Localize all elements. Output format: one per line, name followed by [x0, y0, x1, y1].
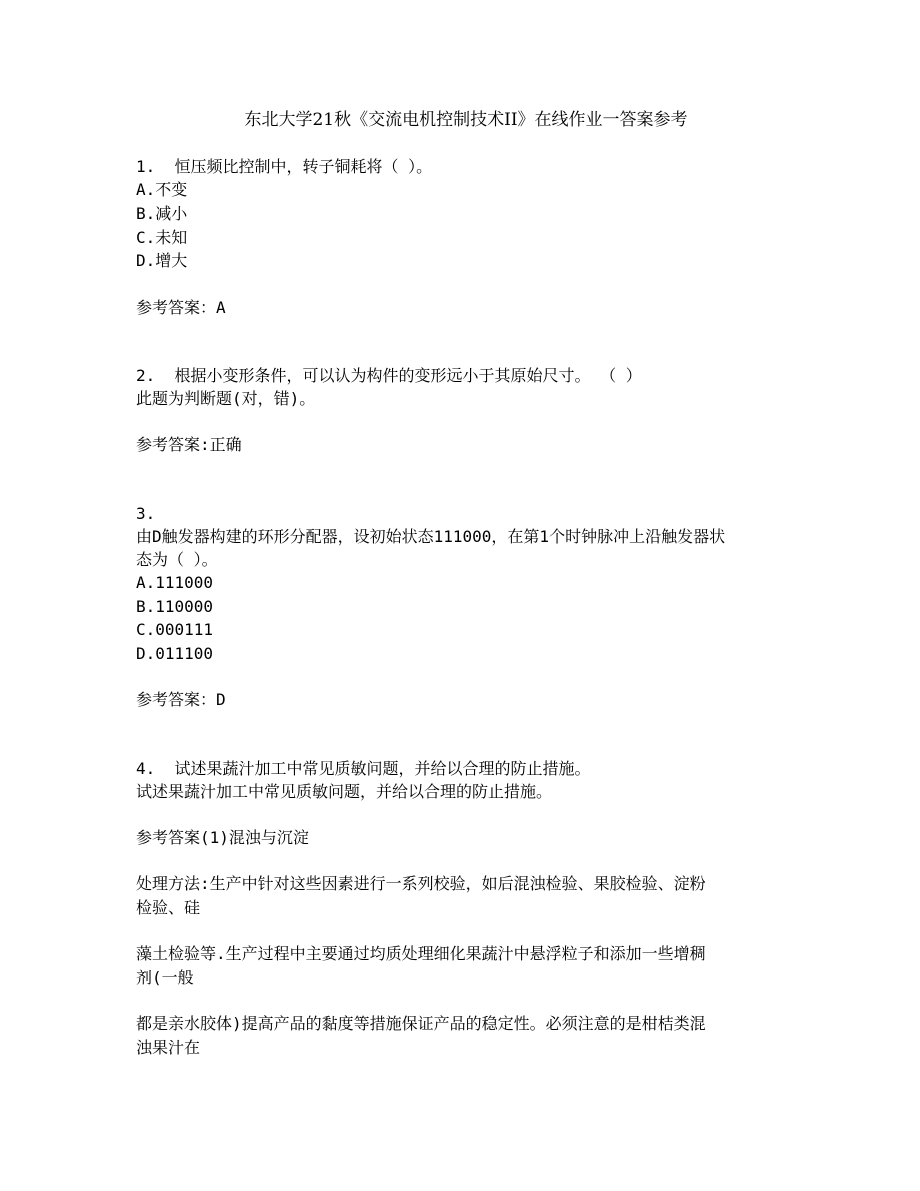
document-title: 东北大学21秋《交流电机控制技术II》在线作业一答案参考: [244, 110, 688, 130]
question-4: [136, 757, 796, 781]
option-b: B.减小: [136, 204, 188, 223]
answer-paragraph-1-line1: 处理方法:生产中针对这些因素进行一系列校验，如后混浊检验、果胶检验、淀粉: [136, 874, 706, 893]
question-number: 2.: [136, 366, 156, 385]
answer-paragraph-2-line1: 藻土检验等.生产过程中主要通过均质处理细化果蔬汁中悬浮粒子和添加一些增稠: [136, 944, 706, 963]
question-3-number: 3.: [136, 504, 156, 523]
option-c: C.未知: [136, 228, 188, 247]
option-d: D.011100: [136, 644, 214, 663]
question-text: 根据小变形条件，可以认为构件的变形远小于其原始尺寸。 （ ）: [174, 366, 642, 385]
question-2: [136, 364, 796, 388]
answer-3: 参考答案：D: [136, 690, 226, 709]
answer-4: 参考答案(1)混浊与沉淀: [136, 828, 309, 847]
question-3-text-line2: 态为（ ）。: [136, 550, 218, 569]
answer-paragraph-3-line2: 浊果汁在: [136, 1038, 201, 1057]
question-number: 4.: [136, 759, 156, 778]
option-c: C.000111: [136, 620, 214, 639]
answer-2: 参考答案:正确: [136, 435, 242, 454]
answer-paragraph-3-line1: 都是亲水胶体)提高产品的黏度等措施保证产品的稳定性。必须注意的是柑桔类混: [136, 1014, 706, 1033]
question-1: [136, 155, 796, 179]
question-4-text-repeat: 试述果蔬汁加工中常见质敏问题，并给以合理的防止措施。: [136, 782, 553, 801]
option-a: A.111000: [136, 573, 214, 592]
question-text: 试述果蔬汁加工中常见质敏问题，并给以合理的防止措施。: [174, 759, 591, 778]
question-number: 1.: [136, 157, 156, 176]
answer-paragraph-2-line2: 剂(一般: [136, 968, 194, 987]
answer-paragraph-1-line2: 检验、硅: [136, 898, 201, 917]
option-a: A.不变: [136, 180, 188, 199]
option-b: B.110000: [136, 597, 214, 616]
option-d: D.增大: [136, 251, 188, 270]
question-2-note: 此题为判断题(对，错)。: [136, 389, 316, 408]
question-text: 恒压频比控制中，转子铜耗将（ ）。: [174, 157, 433, 176]
answer-1: 参考答案：A: [136, 298, 226, 317]
question-3-text-line1: 由D触发器构建的环形分配器，设初始状态111000，在第1个时钟脉冲上沿触发器状: [136, 527, 726, 546]
